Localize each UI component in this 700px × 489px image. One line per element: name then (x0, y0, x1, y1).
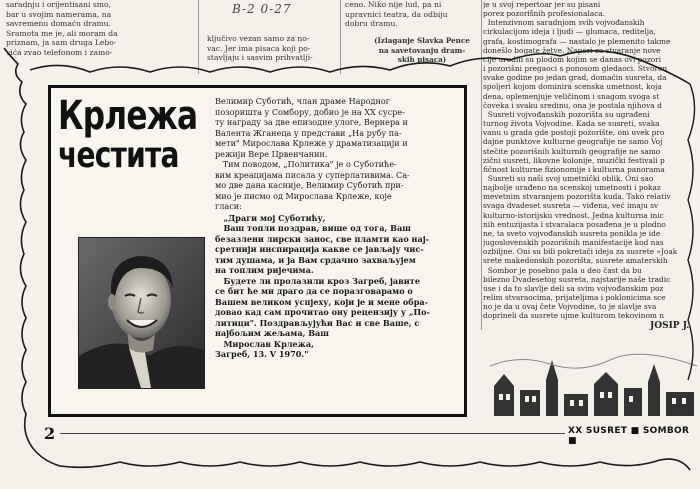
column-divider (198, 0, 199, 74)
top-left-column-text: saradnju i orijentisani smo, bar u svojim namerama, na savremenu domaću dramu. Sramota me je, ali moram da priznam, ja sam druga Lebo- vića zvao telefonom i zamo- (6, 0, 118, 57)
article-headline (58, 93, 216, 176)
page-number: 2 (44, 424, 56, 443)
krleza-letter: „Драги мој Суботићу, Ваш топли поздрав, више од тога, Ваш безазлени лирски занос, све пламти као нај- сретнији инспирација какве се јављају чис- тим душама, и ја Вам срдачно захваљујем на топлим ријечима. Будете ли пролазили кроз Загреб, јавите се бит ће ми драго да се поразговарамо о Вашем великом успјеху, који је и мене обра- довао кад сам прочитао ону рецензију у „По- литици". Поздрављујући Вас и све Ваше, с најбољим жељама, Ваш Мирослав Крлежа, Загреб, 13. V 1970." (215, 212, 430, 359)
top-right-block (345, 0, 479, 76)
top-middle-column-text: ključivo vezan samo za no- vac. Jer ima pisaca koji po- stavljaju i sasvim prihvatlji- (207, 34, 313, 63)
handwritten-scrawl: B-2 0-27 (232, 2, 292, 16)
article-paragraph: Тим поводом, „Политика" је о Суботиће- вим креацијама писала у суперлативима. Са- мо две дана касније, Велимир Суботић при- мио је писмо од Мирослава Крлеже, које гласи: (215, 159, 410, 211)
author-signature: JOSIP J. (650, 321, 690, 331)
right-column-text: je u svoj repertoar jer su pisani porez pozorišnih profesionalaca. Intenzivnom saradnjom svih vojvođanskih cirkulacijom ideja i ljudi — glumaca, reditelja, grafa, kostimografa — nastalo je plemenito takme donešlo bogate žetve. Napori za stvaranje nove cije urodili su plodom kojim se danas ovi pozori i pozorišni pregaoci s ponosom gledaoci. Stvoren svake godine po jedan grad, domaćin susreta, da spoljeri kojom dominira scenska umetnost, koja dena, oplemenjuje veličinom i snagom svoga st čoveka i svaku sredinu, ona je postala njihova d Susreti vojvođanskih pozorišta su ugrađeni turnog života Vojvodine. Kada se susreti, svaka vanu u grada gde postoji pozorište, oni uvek pro dajne punktove kulturne geografije ne samo Voj stečite pozorišnih kulturnih geografije ne samo zični susreti, likovne kolonije, muzički festivali p fičnost kulturne fizionomije i kulturna panorama Susreti su naši svoj umetnički oblik. Oni sao najbolje urađeno na scenskoj umetnosti i pokaz mevetnim stvaranjem pozorišta kuda. Tako relativ svaga dvadeset susreta — viđena, već imaju sv kulturno-istorijsku vrednost. Jedna kulturna inic nih entuzijasta i stvaralaca posađena je u plodno ne, ta sveto vojvođanskih susreta ponikla je ide jugoslovenskih pozorišnih manifestacije kod nas ozbiljne. Oni su bili pokretači ideja za susrete »Joak srete makedonskih pozorišta, susrete amaterskih Sombor je posebno pala u deo čast da bu bilezno Dvadesetog susreta, najstarije naše tradic use i da to slavlje deli sa svim vojvođanskim poz relim stvaraocima, prijateljima i poklonicima sce no je da u ovaj čete Vojvodine, to je slavlje sva doprineli da susrete ujme kulturom tekovinom n (483, 0, 678, 321)
column-divider (481, 0, 482, 330)
footer-section-label: XX SUSRET ■ SOMBOR ■ (568, 426, 690, 446)
town-illustration (490, 346, 697, 418)
column-divider (340, 0, 341, 74)
article-body (215, 96, 459, 396)
portrait-photo (78, 237, 205, 389)
top-right-column-text: ceno. Niko nije lud, pa ni upravnici teatra, da odbiju dobru dramu. (345, 0, 448, 29)
headline-line-2: честита (58, 135, 179, 176)
article-intro: Велимир Суботић, члан драме Народног позоришта у Сомбору, добио је на XX сусре- ту награду за две епизодне улоге, Вернера и Валента Жганеца у представи „На рубу па- мети" Мирослава Крлеже у драматизацији и режији Вере Црвенчанин. (215, 96, 408, 159)
footer-rule (60, 433, 565, 434)
headline-line-1: Крлежа (58, 93, 198, 139)
caption-credit: (Izlaganje Slavka Pence na savetovanju dram- skih pisaca) (374, 36, 470, 65)
